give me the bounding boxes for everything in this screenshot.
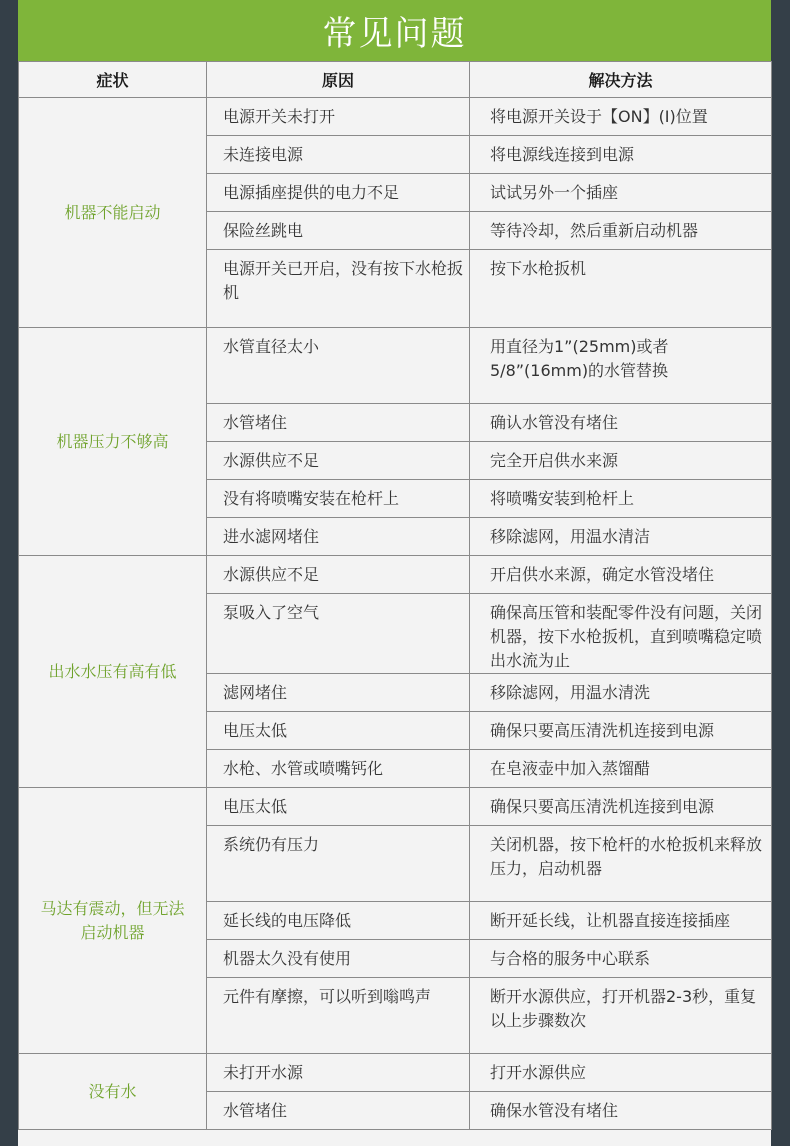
solution-cell: 用直径为1”(25mm)或者5/8”(16mm)的水管替换	[470, 328, 772, 404]
cause-cell: 水源供应不足	[207, 442, 470, 480]
table-row	[19, 1054, 772, 1092]
symptom-cell: 机器压力不够高	[19, 328, 207, 556]
solution-cell: 在皂液壶中加入蒸馏醋	[470, 750, 772, 788]
cause-cell: 未打开水源	[207, 1054, 470, 1092]
table-row	[19, 556, 772, 594]
cause-cell: 水枪、水管或喷嘴钙化	[207, 750, 470, 788]
cause-cell: 电压太低	[207, 712, 470, 750]
symptom-cell: 机器不能启动	[19, 98, 207, 328]
solution-cell: 确保高压管和装配零件没有问题，关闭机器，按下水枪扳机，直到喷嘴稳定喷出水流为止	[470, 594, 772, 674]
solution-cell: 确保水管没有堵住	[470, 1092, 772, 1130]
page-title: 常见问题	[322, 14, 467, 54]
solution-cell: 确保只要高压清洗机连接到电源	[470, 712, 772, 750]
solution-cell: 断开延长线，让机器直接连接插座	[470, 902, 772, 940]
cause-cell: 元件有摩擦，可以听到嗡鸣声	[207, 978, 470, 1054]
solution-cell: 与合格的服务中心联系	[470, 940, 772, 978]
solution-cell: 确保只要高压清洗机连接到电源	[470, 788, 772, 826]
solution-cell: 按下水枪扳机	[470, 250, 772, 328]
cause-cell: 水管堵住	[207, 1092, 470, 1130]
cause-cell: 进水滤网堵住	[207, 518, 470, 556]
cause-cell: 水管堵住	[207, 404, 470, 442]
symptom-cell: 马达有震动，但无法启动机器	[19, 788, 207, 1054]
solution-cell: 等待冷却，然后重新启动机器	[470, 212, 772, 250]
cause-cell: 泵吸入了空气	[207, 594, 470, 674]
cause-cell: 电源插座提供的电力不足	[207, 174, 470, 212]
cause-cell: 系统仍有压力	[207, 826, 470, 902]
solution-cell: 将喷嘴安装到枪杆上	[470, 480, 772, 518]
cause-cell: 水源供应不足	[207, 556, 470, 594]
solution-cell: 确认水管没有堵住	[470, 404, 772, 442]
solution-cell: 移除滤网，用温水清洁	[470, 518, 772, 556]
cause-cell: 电压太低	[207, 788, 470, 826]
solution-cell: 断开水源供应，打开机器2-3秒，重复以上步骤数次	[470, 978, 772, 1054]
solution-cell: 开启供水来源，确定水管没堵住	[470, 556, 772, 594]
solution-cell: 试试另外一个插座	[470, 174, 772, 212]
faq-sheet	[18, 0, 771, 1146]
solution-cell: 关闭机器，按下枪杆的水枪扳机来释放压力，启动机器	[470, 826, 772, 902]
header-cause: 原因	[207, 62, 470, 98]
cause-cell: 没有将喷嘴安装在枪杆上	[207, 480, 470, 518]
cause-cell: 保险丝跳电	[207, 212, 470, 250]
cause-cell: 水管直径太小	[207, 328, 470, 404]
header-row	[19, 62, 772, 98]
symptom-cell: 没有水	[19, 1054, 207, 1130]
table-row	[19, 788, 772, 826]
cause-cell: 滤网堵住	[207, 674, 470, 712]
solution-cell: 移除滤网，用温水清洗	[470, 674, 772, 712]
header-solution: 解决方法	[470, 62, 772, 98]
table-row	[19, 328, 772, 404]
cause-cell: 延长线的电压降低	[207, 902, 470, 940]
symptom-cell: 出水水压有高有低	[19, 556, 207, 788]
faq-table	[18, 61, 772, 1130]
solution-cell: 完全开启供水来源	[470, 442, 772, 480]
title-banner	[18, 0, 771, 61]
header-symptom: 症状	[19, 62, 207, 98]
solution-cell: 打开水源供应	[470, 1054, 772, 1092]
solution-cell: 将电源开关设于【ON】(I)位置	[470, 98, 772, 136]
cause-cell: 机器太久没有使用	[207, 940, 470, 978]
cause-cell: 电源开关未打开	[207, 98, 470, 136]
cause-cell: 电源开关已开启，没有按下水枪扳机	[207, 250, 470, 328]
cause-cell: 未连接电源	[207, 136, 470, 174]
solution-cell: 将电源线连接到电源	[470, 136, 772, 174]
table-row	[19, 98, 772, 136]
